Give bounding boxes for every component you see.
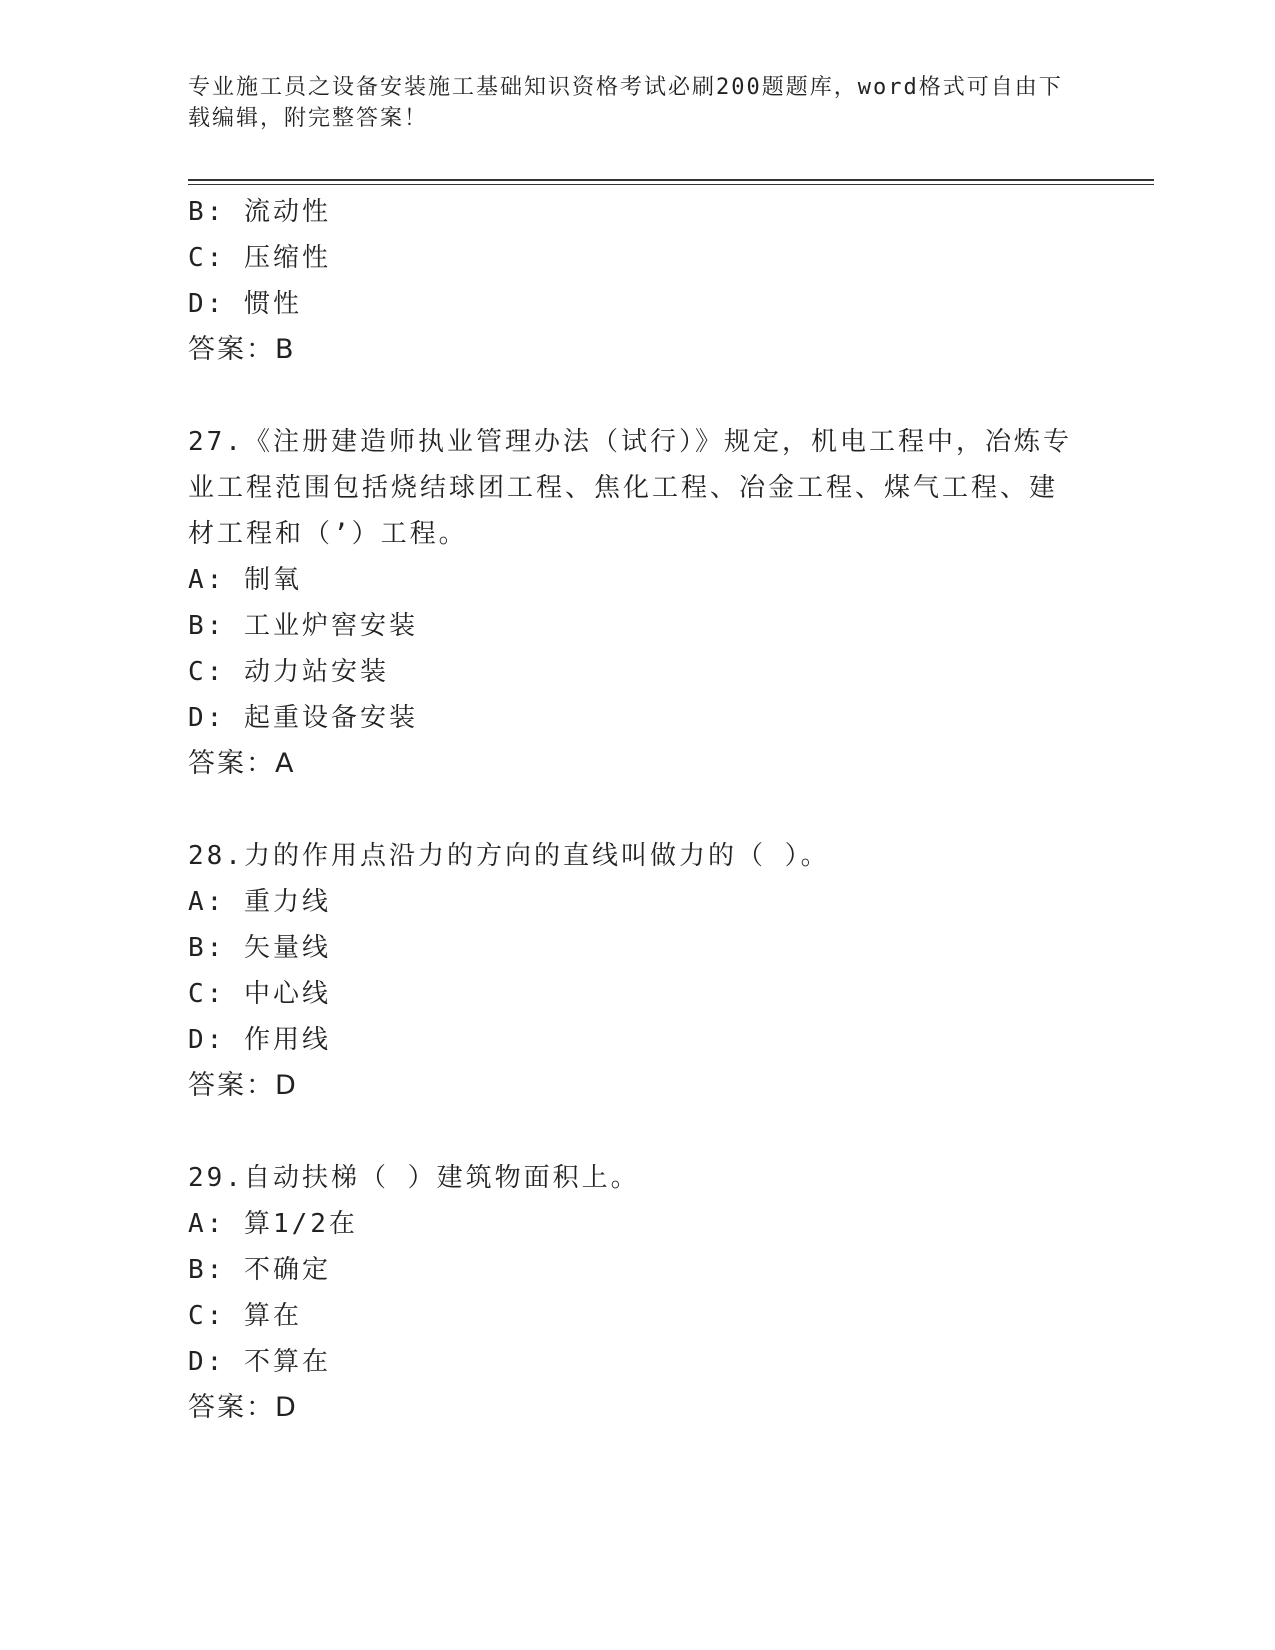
option-d: D: 惯性 bbox=[188, 289, 302, 319]
question-text-line: 28.力的作用点沿力的方向的直线叫做力的（ ）。 bbox=[188, 841, 830, 871]
option-c: C: 动力站安装 bbox=[188, 657, 389, 687]
spacer bbox=[188, 787, 1088, 833]
option-a: A: 重力线 bbox=[188, 887, 331, 917]
option-d: D: 起重设备安装 bbox=[188, 703, 418, 733]
header-divider-thin bbox=[188, 184, 1154, 185]
option-b: B: 流动性 bbox=[188, 197, 331, 227]
question-text-line: 业工程范围包括烧结球团工程、焦化工程、冶金工程、煤气工程、建 bbox=[188, 473, 1059, 503]
option-b: B: 矢量线 bbox=[188, 933, 331, 963]
option-c: C: 压缩性 bbox=[188, 243, 331, 273]
option-b: B: 不确定 bbox=[188, 1255, 331, 1285]
question-text-line: 27.《注册建造师执业管理办法（试行）》规定，机电工程中，冶炼专 bbox=[188, 427, 1072, 457]
answer-line: 答案：D bbox=[188, 1070, 298, 1101]
question-28 bbox=[188, 833, 1088, 1109]
header-divider-thick bbox=[188, 179, 1154, 181]
option-c: C: 算在 bbox=[188, 1301, 302, 1331]
option-b: B: 工业炉窖安装 bbox=[188, 611, 418, 641]
option-a: A: 算1/2在 bbox=[188, 1209, 358, 1239]
answer-line: 答案：A bbox=[188, 748, 296, 779]
spacer bbox=[188, 1109, 1088, 1155]
question-27 bbox=[188, 419, 1088, 787]
option-c: C: 中心线 bbox=[188, 979, 331, 1009]
question-text-line: 29.自动扶梯（ ）建筑物面积上。 bbox=[188, 1163, 640, 1193]
option-d: D: 不算在 bbox=[188, 1347, 331, 1377]
answer-line: 答案：B bbox=[188, 334, 296, 365]
option-d: D: 作用线 bbox=[188, 1025, 331, 1055]
answer-line: 答案：D bbox=[188, 1392, 298, 1423]
question-29 bbox=[188, 1155, 1088, 1431]
question-26-tail bbox=[188, 189, 1088, 373]
option-a: A: 制氧 bbox=[188, 565, 302, 595]
spacer bbox=[188, 373, 1088, 419]
page-header-title: 专业施工员之设备安装施工基础知识资格考试必刷200题题库，word格式可自由下载编辑，附完整答案！ bbox=[188, 75, 1063, 131]
question-text-line: 材工程和（’）工程。 bbox=[188, 519, 468, 549]
question-list bbox=[188, 189, 1088, 1431]
